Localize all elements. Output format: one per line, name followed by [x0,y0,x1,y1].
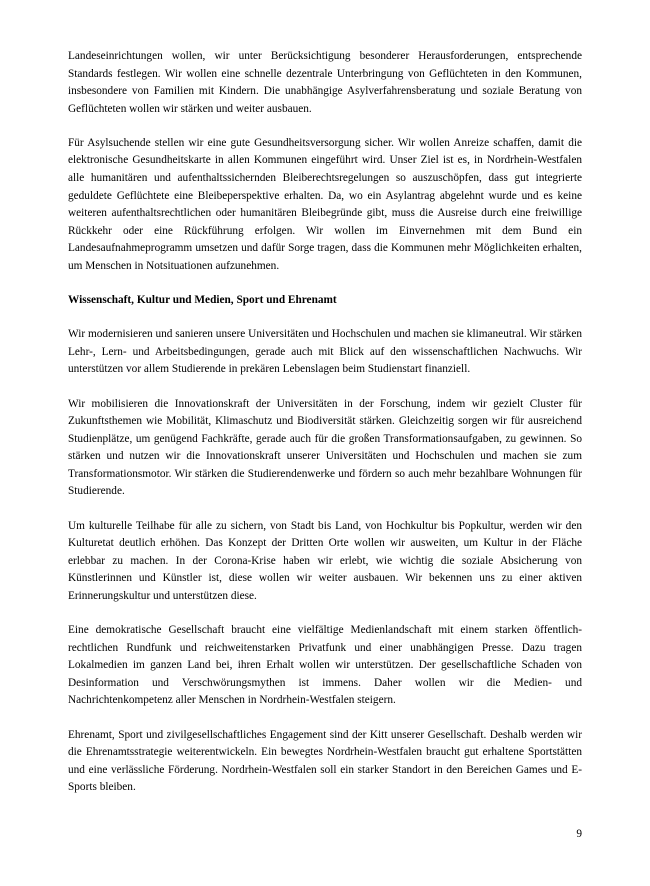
page-body [68,48,582,797]
paragraph-innovationskraft: Wir mobilisieren die Innovationskraft der Universitäten in der Forschung, indem wir gezielt Cluster für Zukunftsthemen wie Mobilität, Klimaschutz und Biodiversität stärken. Gleichzeitig sorgen wir für ausreichend Studienplätze, um genügend Fachkräfte, gerade auch für die großen Transformationsaufgaben, zu gewinnen. So stärken und nutzen wir die Innovationskraft unserer Universitäten und Hochschulen und machen sie zum Transformationsmotor. Wir stärken die Studierendenwerke und fördern so auch mehr bezahlbare Wohnungen für Studierende. [68,397,582,498]
section-heading-wissenschaft: Wissenschaft, Kultur und Medien, Sport und Ehrenamt [68,294,337,307]
paragraph-landeseinrichtungen: Landeseinrichtungen wollen, wir unter Berücksichtigung besonderer Herausforderungen, entsprechende Standards festlegen. Wir wollen eine schnelle dezentrale Unterbringung von Geflüchteten in den Kommunen, insbesondere von Familien mit Kindern. Die unabhängige Asylverfahrensberatung und soziale Beratung von Geflüchteten wollen wir stärken und weiter ausbauen. [68,50,582,115]
page-number: 9 [576,828,582,840]
paragraph-ehrenamt: Ehrenamt, Sport und zivilgesellschaftliches Engagement sind der Kitt unserer Gesellschaft. Deshalb werden wir die Ehrenamtsstrategie weiterentwickeln. Ein bewegtes Nordrhein-Westfalen braucht gut erhaltene Sportstätten und eine verlässliche Förderung. Nordrhein-Westfalen soll ein starker Standort in den Bereichen Games und E-Sports bleiben. [68,728,582,794]
paragraph-medienlandschaft: Eine demokratische Gesellschaft braucht eine vielfältige Medienlandschaft mit einem starken öffentlich-rechtlichen Rundfunk und reichweitenstarken Privatfunk und einer unabhängigen Presse. Dazu tragen Lokalmedien im ganzen Land bei, ihren Erhalt wollen wir unterstützen. Der gesellschaftliche Schaden von Desinformation und Verschwörungsmythen ist immens. Daher wollen wir die Medien- und Nachrichtenkompetenz aller Menschen in Nordrhein-Westfalen steigern. [68,624,582,707]
paragraph-asylsuchende: Für Asylsuchende stellen wir eine gute Gesundheitsversorgung sicher. Wir wollen Anreize schaffen, damit die elektronische Gesundheitskarte in allen Kommunen eingeführt wird. Unser Ziel ist es, in Nordrhein-Westfalen alle humanitären und aufenthaltssichernden Bleiberechtsregelungen so auszuschöpfen, dass gut integrierte geduldete Geflüchtete eine Bleibeperspektive erhalten. Da, wo ein Asylantrag abgelehnt wurde und es keine weiteren aufenthaltsrechtlichen oder humanitären Bleibegründe gibt, muss die Ausreise durch eine freiwillige Rückkehr oder eine Rückführung erfolgen. Wir wollen im Einvernehmen mit dem Bund ein Landesaufnahmeprogramm umsetzen und dafür Sorge tragen, dass die Kommunen mehr Möglichkeiten erhalten, um Menschen in Notsituationen aufzunehmen. [68,136,582,273]
paragraph-universitaeten-modernisierung: Wir modernisieren und sanieren unsere Universitäten und Hochschulen und machen sie klimaneutral. Wir stärken Lehr-, Lern- und Arbeitsbedingungen, gerade auch mit Blick auf den wissenschaftlichen Nachwuchs. Wir unterstützen vor allem Studierende in prekären Lebenslagen beim Studienstart finanziell. [68,328,582,376]
paragraph-kulturelle-teilhabe: Um kulturelle Teilhabe für alle zu sichern, von Stadt bis Land, von Hochkultur bis Popkultur, werden wir den Kulturetat deutlich erhöhen. Das Konzept der Dritten Orte wollen wir ausweiten, um Kultur in der Fläche erlebbar zu machen. In der Corona-Krise haben wir erlebt, wie wichtig die soziale Absicherung von Künstlerinnen und Künstler ist, diese wollen wir weiter ausbauen. Wir bekennen uns zu einer aktiven Erinnerungskultur und unterstützen diese. [68,519,582,602]
